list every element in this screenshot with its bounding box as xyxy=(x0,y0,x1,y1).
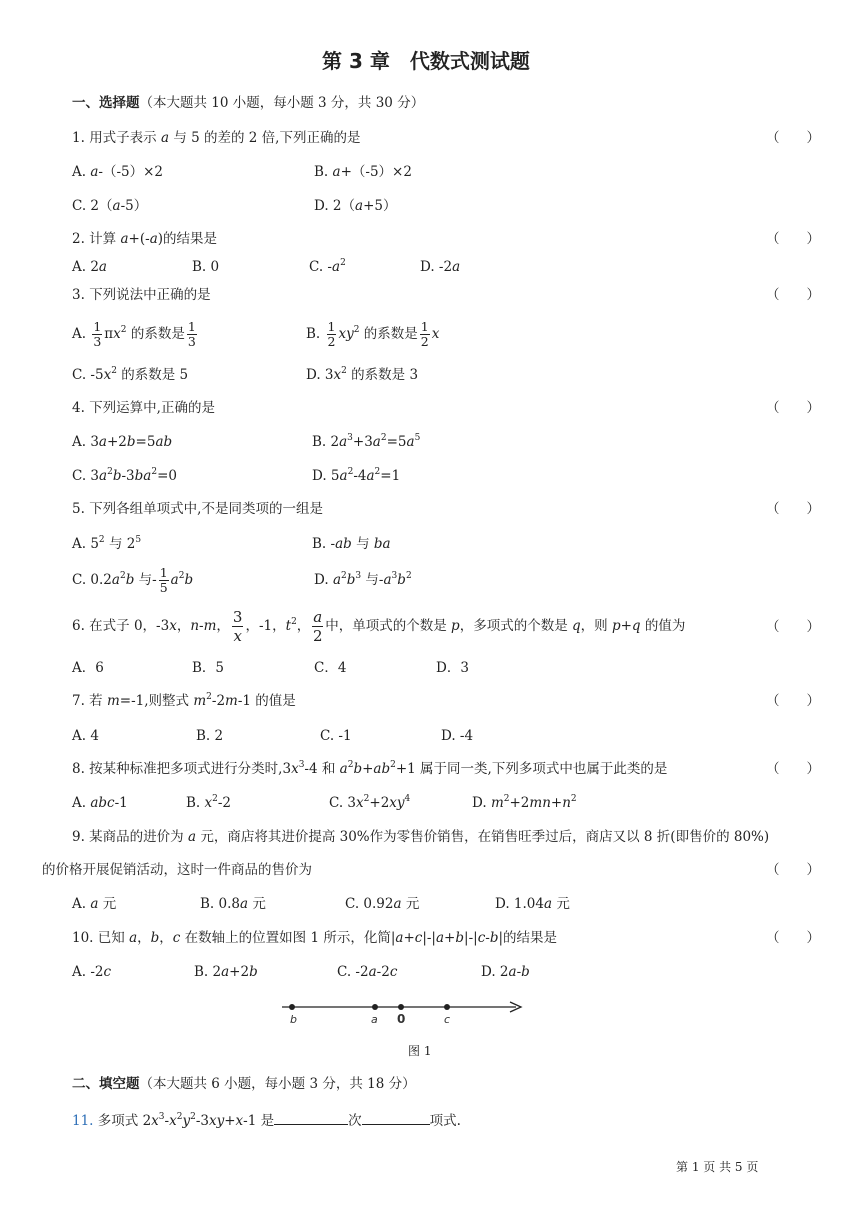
answer-paren: （ ） xyxy=(766,930,820,946)
fraction: $\frac{1}{2}$ xyxy=(420,319,429,349)
question-2-stem: 2. 计算 a+(-a)的结果是 xyxy=(72,231,218,247)
option-d: D. 2（a+5） xyxy=(314,198,397,214)
option-b: B．5 xyxy=(192,660,225,676)
question-8-stem: 8. 按某种标准把多项式进行分类时$,3x^3-4$ 和 $a^2b+ab^2+1$ 属于同一类,下列多项式中也属于此类的是 xyxy=(72,759,668,777)
option-a: A. 2a xyxy=(72,259,107,275)
label-c: c xyxy=(444,1013,451,1026)
question-number: 3. xyxy=(72,287,85,303)
option-b: B. 0.8a 元 xyxy=(200,896,266,912)
option-a: A．6 xyxy=(72,660,104,676)
stem-text: 下列运算中,正确的是 xyxy=(89,400,215,416)
question-number: 9. xyxy=(72,829,85,845)
label-a: a xyxy=(371,1013,378,1026)
option-c: C. -1 xyxy=(320,728,352,744)
option-c: C．4 xyxy=(314,660,347,676)
question-9-stem-line2: 的价格开展促销活动，这时一件商品的售价为 xyxy=(42,862,312,878)
option-c: C. 2（a-5） xyxy=(72,198,148,214)
option-d: D. $m^2+2mn+n^2$ xyxy=(472,793,577,811)
section-heading xyxy=(72,94,424,112)
figure-caption: 图 1 xyxy=(408,1044,432,1058)
point-c xyxy=(444,1004,450,1010)
question-9-stem-line1: 9. 某商品的进价为 a 元，商店将其进价提高 30%作为零售价销售，在销售旺季过后，商店又以 8 折(即售价的 80%) xyxy=(72,829,770,845)
question-number: 2. xyxy=(72,231,85,247)
option-d: D. $5a^2-4a^2=1$ xyxy=(312,466,401,484)
question-6-stem: 6. 在式子 0，-3x，n-m， $\frac{3}{x}$ ，-1，$t^2$， $\frac{a}{2}$ 中，单项式的个数是 p，多项式的个数是 q，则 p+q 的值为 xyxy=(72,608,686,645)
option-a: A. a 元 xyxy=(72,896,117,912)
stem-text: 次 xyxy=(348,1113,362,1129)
point-b xyxy=(289,1004,295,1010)
question-10-stem: 10. 已知 a，b，c 在数轴上的位置如图 1 所示，化简|a+c|-|a+b|-|c-b|的结果是 xyxy=(72,930,558,946)
answer-paren: （ ） xyxy=(766,761,820,777)
stem-text: 下列说法中正确的是 xyxy=(89,287,211,303)
option-b: B. $\frac{1}{2}$ $xy^2$ 的系数是 $\frac{1}{2}$ x xyxy=(306,319,440,349)
option-d: D. -4 xyxy=(441,728,474,744)
page-title: 第 3 章 代数式测试题 xyxy=(322,49,530,73)
section-note: （本大题共 10 小题，每小题 3 分，共 30 分） xyxy=(139,95,425,111)
option-b: B. a+（-5）×2 xyxy=(314,164,412,180)
option-d: D．3 xyxy=(436,660,469,676)
question-number: 11. xyxy=(72,1113,94,1129)
answer-paren: （ ） xyxy=(766,619,820,635)
question-number: 5. xyxy=(72,501,85,517)
question-1-stem: 1. 用式子表示 a 与 5 的差的 2 倍,下列正确的是 xyxy=(72,130,361,146)
fraction: $\frac{1}{5}$ xyxy=(159,565,168,595)
option-d: D. $3x^2$ 的系数是 3 xyxy=(306,365,419,383)
point-0 xyxy=(398,1004,404,1010)
option-a: A. abc-1 xyxy=(72,795,128,811)
question-number: 1. xyxy=(72,130,85,146)
question-number: 8. xyxy=(72,761,85,777)
fraction: $\frac{1}{2}$ xyxy=(327,319,336,349)
fraction: $\frac{a}{2}$ xyxy=(313,608,323,645)
number-line-figure xyxy=(0,990,860,1050)
option-d: D. 1.04a 元 xyxy=(495,896,570,912)
option-b: B. 2 xyxy=(196,728,224,744)
label-0: 0 xyxy=(397,1012,406,1026)
option-d: D. 2a-b xyxy=(481,964,530,980)
fill-blank[interactable] xyxy=(274,1110,348,1125)
option-c: C. $0.2a^2b$ 与- $\frac{1}{5}$ $a^2b$ xyxy=(72,565,194,595)
question-number: 10. xyxy=(72,930,94,946)
option-c: C. $-a^2$ xyxy=(309,257,346,275)
option-a: A. $5^2$ 与 $2^5$ xyxy=(72,534,142,552)
option-c: C. $3x^2+2xy^4$ xyxy=(329,793,411,811)
answer-paren: （ ） xyxy=(766,287,820,303)
stem-text: 与 5 的差的 2 倍,下列正确的是 xyxy=(169,130,361,146)
section-title: 一、选择题 xyxy=(72,95,140,111)
question-number: 7. xyxy=(72,693,85,709)
option-c: C. $-5x^2$ 的系数是 5 xyxy=(72,365,189,383)
question-4-stem xyxy=(72,399,215,417)
question-number: 4. xyxy=(72,400,85,416)
stem-text: 用式子表示 xyxy=(89,130,161,146)
question-5-stem xyxy=(72,500,323,518)
fraction: $\frac{1}{3}$ xyxy=(93,319,102,349)
option-a: A. 3a+2b=5ab xyxy=(72,434,173,450)
question-number: 6. xyxy=(72,618,85,634)
section-title: 二、填空题 xyxy=(72,1076,140,1092)
option-c: C. $3a^2b-3ba^2=0$ xyxy=(72,466,177,484)
option-a: A. 4 xyxy=(72,728,99,744)
option-c: C. -2a-2c xyxy=(337,964,398,980)
page-footer: 第 1 页 共 5 页 xyxy=(676,1160,759,1174)
label-b: b xyxy=(290,1013,297,1026)
answer-paren: （ ） xyxy=(766,400,820,416)
question-3-stem xyxy=(72,286,211,304)
point-a xyxy=(372,1004,378,1010)
option-d: D. $a^2b^3$ 与$-a^3b^2$ xyxy=(314,570,412,588)
option-c: C. 0.92a 元 xyxy=(345,896,420,912)
stem-text: 下列各组单项式中,不是同类项的一组是 xyxy=(89,501,323,517)
option-b: B. 2a+2b xyxy=(194,964,258,980)
fraction: $\frac{1}{3}$ xyxy=(187,319,196,349)
option-b: B. 0 xyxy=(192,259,220,275)
option-a: A. $\frac{1}{3}$ $\pi x^2$ 的系数是 $\frac{1}{3}$ xyxy=(72,319,196,349)
answer-paren: （ ） xyxy=(766,130,820,146)
stem-text: 项式. xyxy=(429,1113,461,1129)
fraction: $\frac{3}{x}$ xyxy=(232,608,243,645)
fill-blank[interactable] xyxy=(362,1110,430,1125)
answer-paren: （ ） xyxy=(766,693,820,709)
answer-paren: （ ） xyxy=(766,231,820,247)
question-11-stem: 11. 多项式 $2x^3-x^2y^2-3xy+x-1$ 是 次 项式. xyxy=(72,1111,461,1129)
answer-paren: （ ） xyxy=(766,862,820,878)
option-b: B. -ab 与 ba xyxy=(312,536,391,552)
option-b: B. $x^2-2$ xyxy=(186,793,232,811)
option-d: D. -2a xyxy=(420,259,461,275)
section-note: （本大题共 6 小题，每小题 3 分，共 18 分） xyxy=(139,1076,416,1092)
section-heading xyxy=(72,1075,416,1093)
option-a: A. -2c xyxy=(72,964,112,980)
option-b: B. $2a^3+3a^2=5a^5$ xyxy=(312,432,421,450)
option-a: A. a-（-5）×2 xyxy=(72,164,164,180)
question-7-stem: 7. 若 m=-1,则整式 $m^2-2m-1$ 的值是 xyxy=(72,691,296,709)
answer-paren: （ ） xyxy=(766,501,820,517)
